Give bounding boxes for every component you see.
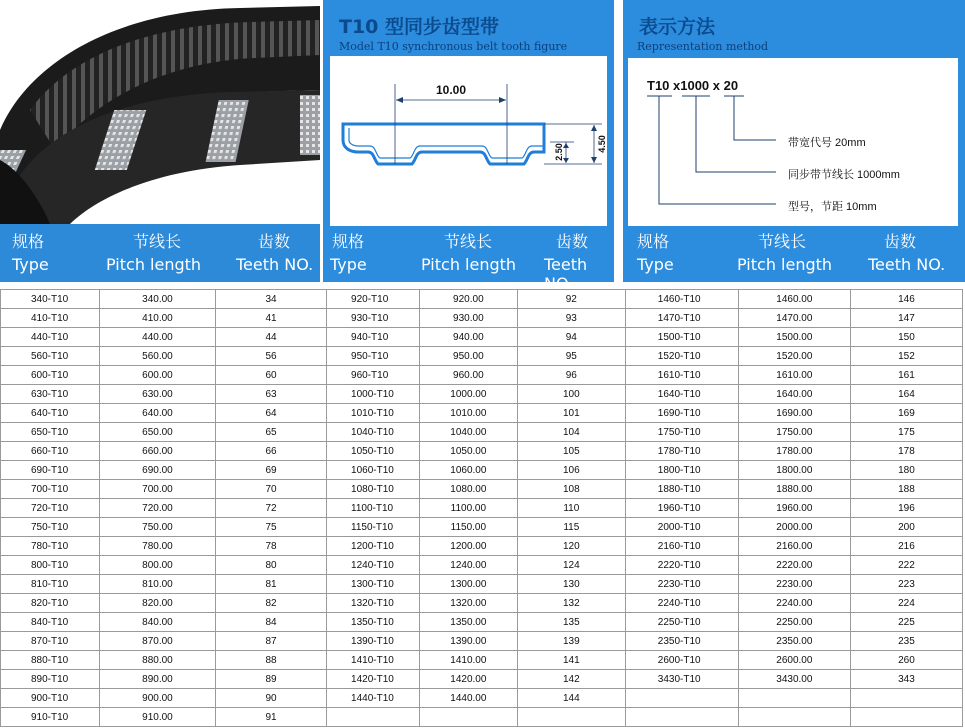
cell-length: 1690.00 bbox=[738, 404, 850, 423]
cell-length: 1350.00 bbox=[419, 613, 517, 632]
cell-length: 1460.00 bbox=[738, 290, 850, 309]
cell-length: 1080.00 bbox=[419, 480, 517, 499]
cell-teeth: 124 bbox=[517, 556, 625, 575]
cell-length: 870.00 bbox=[99, 632, 215, 651]
tooth-height-label: 2.50 bbox=[554, 143, 564, 161]
cell-teeth: 224 bbox=[850, 594, 962, 613]
cell-teeth: 104 bbox=[517, 423, 625, 442]
table-row bbox=[1, 708, 963, 727]
cell-length: 1640.00 bbox=[738, 385, 850, 404]
cell-type: 1690-T10 bbox=[625, 404, 738, 423]
header-type-cn: 规格 bbox=[637, 232, 670, 251]
cell-type: 940-T10 bbox=[327, 328, 420, 347]
header-teeth-en: Teeth NO. bbox=[868, 255, 946, 274]
cell-length: 560.00 bbox=[99, 347, 215, 366]
table-row bbox=[1, 404, 963, 423]
header-type-en: Type bbox=[12, 255, 49, 274]
representation-code: T10 x1000 x 20 bbox=[647, 78, 739, 93]
cell-type: 1100-T10 bbox=[327, 499, 420, 518]
cell-teeth: 161 bbox=[850, 366, 962, 385]
cell-type: 2000-T10 bbox=[625, 518, 738, 537]
cell-type: 800-T10 bbox=[1, 556, 100, 575]
representation-box bbox=[628, 58, 958, 226]
cell-length bbox=[738, 689, 850, 708]
table-row bbox=[1, 518, 963, 537]
cell-length: 1440.00 bbox=[419, 689, 517, 708]
cell-type: 2250-T10 bbox=[625, 613, 738, 632]
table-row bbox=[1, 423, 963, 442]
cell-teeth: 164 bbox=[850, 385, 962, 404]
cell-teeth bbox=[850, 689, 962, 708]
cell-length: 930.00 bbox=[419, 309, 517, 328]
callout-length: 同步带节线长 1000mm bbox=[788, 169, 900, 181]
table-row bbox=[1, 556, 963, 575]
cell-length: 3430.00 bbox=[738, 670, 850, 689]
cell-teeth: 44 bbox=[216, 328, 327, 347]
pitch-label: 10.00 bbox=[435, 83, 467, 97]
cell-teeth: 150 bbox=[850, 328, 962, 347]
cell-length bbox=[419, 708, 517, 727]
header-length-en: Pitch length bbox=[737, 255, 833, 274]
cell-length: 1520.00 bbox=[738, 347, 850, 366]
cell-length: 1200.00 bbox=[419, 537, 517, 556]
cell-teeth: 144 bbox=[517, 689, 625, 708]
cell-type: 2220-T10 bbox=[625, 556, 738, 575]
cell-teeth: 135 bbox=[517, 613, 625, 632]
cell-type: 1390-T10 bbox=[327, 632, 420, 651]
header-teeth-en: Teeth NO. bbox=[236, 255, 314, 274]
cell-length: 660.00 bbox=[99, 442, 215, 461]
belt-photo-panel bbox=[0, 0, 320, 282]
cell-type: 810-T10 bbox=[1, 575, 100, 594]
callout-width: 带宽代号 20mm bbox=[788, 137, 866, 149]
cell-teeth: 235 bbox=[850, 632, 962, 651]
cell-length: 1300.00 bbox=[419, 575, 517, 594]
cell-type: 1800-T10 bbox=[625, 461, 738, 480]
table-row bbox=[1, 613, 963, 632]
cell-length: 700.00 bbox=[99, 480, 215, 499]
cell-type: 1050-T10 bbox=[327, 442, 420, 461]
tooth-figure-box bbox=[330, 56, 607, 226]
cell-length: 650.00 bbox=[99, 423, 215, 442]
cell-type: 1010-T10 bbox=[327, 404, 420, 423]
cell-type: 820-T10 bbox=[1, 594, 100, 613]
cell-type: 900-T10 bbox=[1, 689, 100, 708]
cell-length: 820.00 bbox=[99, 594, 215, 613]
cell-teeth: 72 bbox=[216, 499, 327, 518]
cell-teeth: 178 bbox=[850, 442, 962, 461]
tooth-profile-diagram bbox=[330, 56, 607, 226]
cell-teeth: 92 bbox=[517, 290, 625, 309]
cell-teeth: 132 bbox=[517, 594, 625, 613]
header-length-en: Pitch length bbox=[421, 255, 517, 274]
cell-teeth: 89 bbox=[216, 670, 327, 689]
cell-type: 630-T10 bbox=[1, 385, 100, 404]
cell-length: 690.00 bbox=[99, 461, 215, 480]
cell-type: 750-T10 bbox=[1, 518, 100, 537]
table-row bbox=[1, 480, 963, 499]
cell-length: 1800.00 bbox=[738, 461, 850, 480]
cell-length: 1960.00 bbox=[738, 499, 850, 518]
cell-type: 910-T10 bbox=[1, 708, 100, 727]
cell-length: 880.00 bbox=[99, 651, 215, 670]
cell-teeth: 223 bbox=[850, 575, 962, 594]
cell-type: 780-T10 bbox=[1, 537, 100, 556]
cell-teeth: 91 bbox=[216, 708, 327, 727]
cell-length: 750.00 bbox=[99, 518, 215, 537]
cell-type: 1200-T10 bbox=[327, 537, 420, 556]
cell-type: 720-T10 bbox=[1, 499, 100, 518]
representation-subtitle: Representation method bbox=[637, 40, 769, 53]
cell-length: 2600.00 bbox=[738, 651, 850, 670]
table-row bbox=[1, 290, 963, 309]
cell-type: 1500-T10 bbox=[625, 328, 738, 347]
cell-type: 600-T10 bbox=[1, 366, 100, 385]
cell-teeth: 110 bbox=[517, 499, 625, 518]
table-row bbox=[1, 575, 963, 594]
cell-type: 560-T10 bbox=[1, 347, 100, 366]
cell-length: 1320.00 bbox=[419, 594, 517, 613]
cell-length: 720.00 bbox=[99, 499, 215, 518]
cell-teeth: 105 bbox=[517, 442, 625, 461]
cell-type: 1150-T10 bbox=[327, 518, 420, 537]
cell-teeth: 75 bbox=[216, 518, 327, 537]
cell-type: 1060-T10 bbox=[327, 461, 420, 480]
cell-length: 810.00 bbox=[99, 575, 215, 594]
cell-type: 930-T10 bbox=[327, 309, 420, 328]
cell-teeth: 88 bbox=[216, 651, 327, 670]
table-row bbox=[1, 385, 963, 404]
cell-length: 1750.00 bbox=[738, 423, 850, 442]
cell-length: 1410.00 bbox=[419, 651, 517, 670]
cell-teeth: 82 bbox=[216, 594, 327, 613]
header-teeth-cn: 齿数 bbox=[556, 232, 589, 251]
cell-length bbox=[738, 708, 850, 727]
cell-teeth: 200 bbox=[850, 518, 962, 537]
cell-length: 800.00 bbox=[99, 556, 215, 575]
cell-type: 690-T10 bbox=[1, 461, 100, 480]
cell-type: 3430-T10 bbox=[625, 670, 738, 689]
table-row bbox=[1, 499, 963, 518]
cell-type: 650-T10 bbox=[1, 423, 100, 442]
cell-teeth: 80 bbox=[216, 556, 327, 575]
cell-type: 1000-T10 bbox=[327, 385, 420, 404]
cell-type: 1520-T10 bbox=[625, 347, 738, 366]
cell-length: 920.00 bbox=[419, 290, 517, 309]
cell-type: 880-T10 bbox=[1, 651, 100, 670]
size-table bbox=[0, 289, 963, 727]
cell-teeth: 343 bbox=[850, 670, 962, 689]
cell-type: 640-T10 bbox=[1, 404, 100, 423]
cell-teeth: 152 bbox=[850, 347, 962, 366]
cell-length: 1240.00 bbox=[419, 556, 517, 575]
table-row bbox=[1, 442, 963, 461]
cell-length: 910.00 bbox=[99, 708, 215, 727]
cell-type: 1410-T10 bbox=[327, 651, 420, 670]
cell-length: 2220.00 bbox=[738, 556, 850, 575]
cell-length: 2240.00 bbox=[738, 594, 850, 613]
header-teeth-cn: 齿数 bbox=[884, 232, 917, 251]
cell-type: 920-T10 bbox=[327, 290, 420, 309]
cell-length: 1040.00 bbox=[419, 423, 517, 442]
cell-teeth: 175 bbox=[850, 423, 962, 442]
cell-type: 1460-T10 bbox=[625, 290, 738, 309]
cell-teeth: 130 bbox=[517, 575, 625, 594]
cell-type: 440-T10 bbox=[1, 328, 100, 347]
cell-teeth: 142 bbox=[517, 670, 625, 689]
header-length-cn: 节线长 bbox=[758, 232, 807, 251]
cell-type: 1080-T10 bbox=[327, 480, 420, 499]
cell-length: 1610.00 bbox=[738, 366, 850, 385]
header-length-cn: 节线长 bbox=[444, 232, 493, 251]
cell-length: 2000.00 bbox=[738, 518, 850, 537]
cell-length: 890.00 bbox=[99, 670, 215, 689]
cell-length: 900.00 bbox=[99, 689, 215, 708]
cell-type bbox=[327, 708, 420, 727]
cell-type bbox=[625, 689, 738, 708]
table-row bbox=[1, 670, 963, 689]
cell-length: 2160.00 bbox=[738, 537, 850, 556]
cell-length: 1050.00 bbox=[419, 442, 517, 461]
cell-teeth: 60 bbox=[216, 366, 327, 385]
table-row bbox=[1, 366, 963, 385]
cell-length: 940.00 bbox=[419, 328, 517, 347]
cell-type: 1420-T10 bbox=[327, 670, 420, 689]
cell-type: 700-T10 bbox=[1, 480, 100, 499]
callout-type: 型号，节距 10mm bbox=[788, 201, 877, 213]
cell-teeth: 115 bbox=[517, 518, 625, 537]
cell-length: 1500.00 bbox=[738, 328, 850, 347]
cell-teeth bbox=[850, 708, 962, 727]
tooth-figure-subtitle: Model T10 synchronous belt tooth figure bbox=[339, 40, 568, 53]
cell-teeth: 139 bbox=[517, 632, 625, 651]
cell-teeth: 65 bbox=[216, 423, 327, 442]
cell-teeth: 147 bbox=[850, 309, 962, 328]
header-type-en: Type bbox=[330, 255, 367, 274]
cell-length: 950.00 bbox=[419, 347, 517, 366]
cell-length: 1150.00 bbox=[419, 518, 517, 537]
representation-panel bbox=[623, 0, 965, 282]
cell-teeth: 146 bbox=[850, 290, 962, 309]
table-row bbox=[1, 651, 963, 670]
belt-photo bbox=[0, 0, 320, 224]
cell-teeth: 81 bbox=[216, 575, 327, 594]
cell-type: 1880-T10 bbox=[625, 480, 738, 499]
representation-diagram bbox=[628, 58, 958, 226]
cell-teeth: 56 bbox=[216, 347, 327, 366]
table-row bbox=[1, 461, 963, 480]
cell-type: 1470-T10 bbox=[625, 309, 738, 328]
cell-length: 1390.00 bbox=[419, 632, 517, 651]
cell-teeth: 101 bbox=[517, 404, 625, 423]
cell-length: 1880.00 bbox=[738, 480, 850, 499]
cell-teeth: 222 bbox=[850, 556, 962, 575]
cell-length: 2350.00 bbox=[738, 632, 850, 651]
cell-type: 1040-T10 bbox=[327, 423, 420, 442]
cell-type: 890-T10 bbox=[1, 670, 100, 689]
cell-type: 2240-T10 bbox=[625, 594, 738, 613]
cell-teeth: 216 bbox=[850, 537, 962, 556]
cell-length: 630.00 bbox=[99, 385, 215, 404]
cell-type: 410-T10 bbox=[1, 309, 100, 328]
cell-length: 1470.00 bbox=[738, 309, 850, 328]
cell-type: 1960-T10 bbox=[625, 499, 738, 518]
cell-length: 960.00 bbox=[419, 366, 517, 385]
cell-type: 1780-T10 bbox=[625, 442, 738, 461]
cell-teeth: 78 bbox=[216, 537, 327, 556]
header-type-cn: 规格 bbox=[12, 232, 45, 251]
cell-type: 660-T10 bbox=[1, 442, 100, 461]
table-row bbox=[1, 309, 963, 328]
cell-teeth: 93 bbox=[517, 309, 625, 328]
cell-teeth: 120 bbox=[517, 537, 625, 556]
cell-type: 950-T10 bbox=[327, 347, 420, 366]
cell-length: 440.00 bbox=[99, 328, 215, 347]
cell-type: 870-T10 bbox=[1, 632, 100, 651]
cell-teeth: 41 bbox=[216, 309, 327, 328]
table-row bbox=[1, 347, 963, 366]
cell-teeth: 225 bbox=[850, 613, 962, 632]
cell-type: 340-T10 bbox=[1, 290, 100, 309]
cell-teeth: 108 bbox=[517, 480, 625, 499]
cell-type: 2160-T10 bbox=[625, 537, 738, 556]
cell-teeth: 87 bbox=[216, 632, 327, 651]
cell-type bbox=[625, 708, 738, 727]
cell-teeth: 95 bbox=[517, 347, 625, 366]
cell-type: 1440-T10 bbox=[327, 689, 420, 708]
header-length-cn: 节线长 bbox=[133, 232, 182, 251]
cell-length: 1060.00 bbox=[419, 461, 517, 480]
cell-type: 1350-T10 bbox=[327, 613, 420, 632]
cell-type: 2350-T10 bbox=[625, 632, 738, 651]
belt-size-table bbox=[0, 289, 965, 727]
cell-teeth: 69 bbox=[216, 461, 327, 480]
cell-teeth: 90 bbox=[216, 689, 327, 708]
cell-type: 840-T10 bbox=[1, 613, 100, 632]
cell-type: 1320-T10 bbox=[327, 594, 420, 613]
header-length-en: Pitch length bbox=[106, 255, 202, 274]
cell-length: 2230.00 bbox=[738, 575, 850, 594]
cell-type: 1640-T10 bbox=[625, 385, 738, 404]
cell-teeth: 64 bbox=[216, 404, 327, 423]
cell-length: 410.00 bbox=[99, 309, 215, 328]
cell-type: 1750-T10 bbox=[625, 423, 738, 442]
header-teeth-cn: 齿数 bbox=[258, 232, 291, 251]
representation-title: 表示方法 bbox=[639, 16, 716, 38]
tooth-figure-panel bbox=[323, 0, 614, 293]
header-type-cn: 规格 bbox=[332, 232, 365, 251]
height-total-label: 4.50 bbox=[597, 135, 607, 153]
cell-teeth: 94 bbox=[517, 328, 625, 347]
cell-type: 1610-T10 bbox=[625, 366, 738, 385]
cell-length: 1000.00 bbox=[419, 385, 517, 404]
cell-length: 640.00 bbox=[99, 404, 215, 423]
cell-length: 340.00 bbox=[99, 290, 215, 309]
cell-teeth: 196 bbox=[850, 499, 962, 518]
cell-teeth: 84 bbox=[216, 613, 327, 632]
timing-belt-image bbox=[0, 0, 320, 224]
cell-length: 600.00 bbox=[99, 366, 215, 385]
cell-type: 960-T10 bbox=[327, 366, 420, 385]
cell-length: 1420.00 bbox=[419, 670, 517, 689]
cell-teeth: 180 bbox=[850, 461, 962, 480]
cell-type: 1300-T10 bbox=[327, 575, 420, 594]
table-row bbox=[1, 594, 963, 613]
cell-teeth bbox=[517, 708, 625, 727]
table-row bbox=[1, 328, 963, 347]
cell-length: 1780.00 bbox=[738, 442, 850, 461]
cell-teeth: 188 bbox=[850, 480, 962, 499]
cell-teeth: 66 bbox=[216, 442, 327, 461]
table-row bbox=[1, 632, 963, 651]
size-table-body bbox=[1, 290, 963, 727]
cell-length: 2250.00 bbox=[738, 613, 850, 632]
cell-length: 1010.00 bbox=[419, 404, 517, 423]
cell-teeth: 260 bbox=[850, 651, 962, 670]
cell-length: 840.00 bbox=[99, 613, 215, 632]
cell-teeth: 96 bbox=[517, 366, 625, 385]
cell-teeth: 169 bbox=[850, 404, 962, 423]
table-row bbox=[1, 689, 963, 708]
cell-type: 2230-T10 bbox=[625, 575, 738, 594]
header-teeth-en: Teeth NO bbox=[544, 255, 588, 293]
header-type-en: Type bbox=[637, 255, 674, 274]
cell-length: 1100.00 bbox=[419, 499, 517, 518]
tooth-figure-title: T10 型同步齿型带 bbox=[339, 16, 500, 38]
cell-type: 1240-T10 bbox=[327, 556, 420, 575]
cell-teeth: 70 bbox=[216, 480, 327, 499]
cell-teeth: 141 bbox=[517, 651, 625, 670]
cell-teeth: 34 bbox=[216, 290, 327, 309]
table-row bbox=[1, 537, 963, 556]
cell-teeth: 100 bbox=[517, 385, 625, 404]
cell-teeth: 106 bbox=[517, 461, 625, 480]
cell-type: 2600-T10 bbox=[625, 651, 738, 670]
cell-length: 780.00 bbox=[99, 537, 215, 556]
cell-teeth: 63 bbox=[216, 385, 327, 404]
